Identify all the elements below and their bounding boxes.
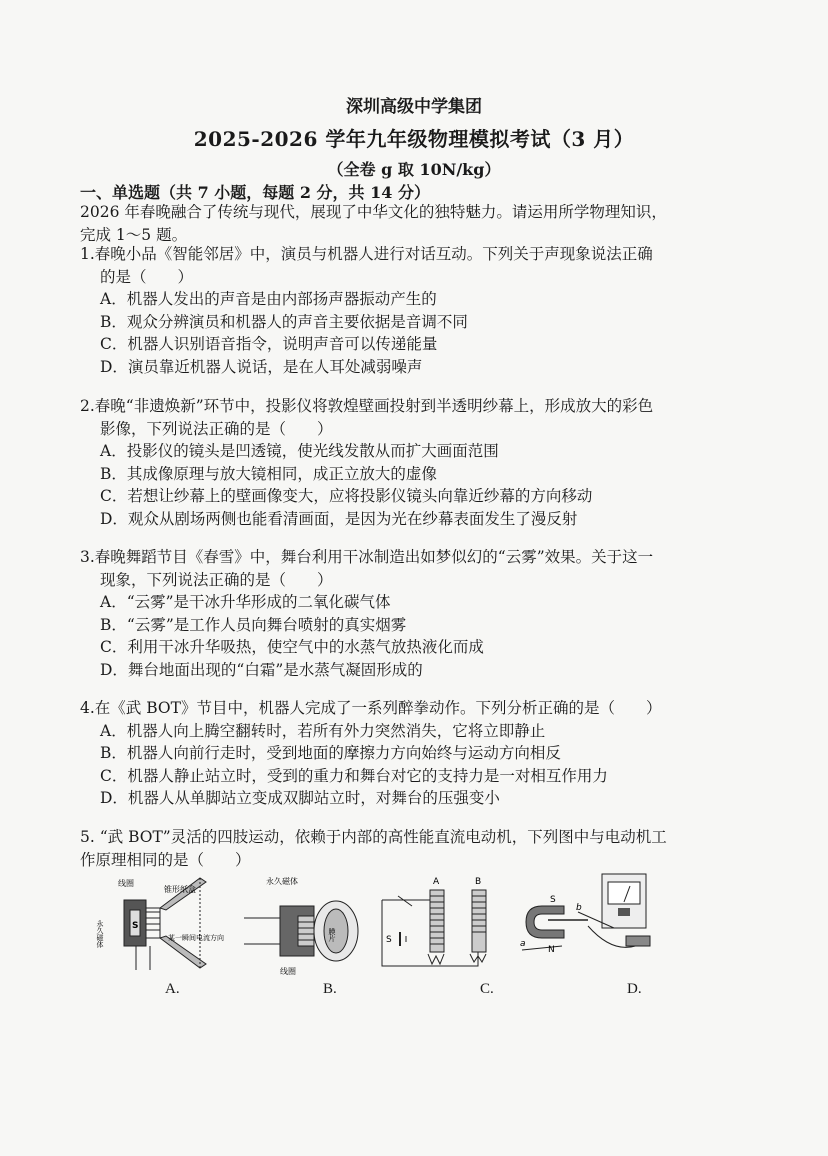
- option-c: C．机器人识别语音指令，说明声音可以传递能量: [100, 335, 438, 353]
- fig-a-coil-label: 线圈: [118, 879, 134, 888]
- option-a: A．“云雾”是干冰升华形成的二氧化碳气体: [100, 593, 391, 611]
- option-a: A．投影仪的镜头是凹透镜，使光线发散从而扩大画面范围: [100, 442, 499, 460]
- figure-row: [96, 870, 680, 1010]
- fig-c-switch-label: S: [386, 935, 392, 945]
- option-d: D．机器人从单脚站立变成双脚站立时，对舞台的压强变小: [100, 789, 500, 807]
- question-stem: 2.春晚“非遗焕新”环节中，投影仪将敦煌壁画投射到半透明纱幕上，形成放大的彩色: [80, 397, 654, 415]
- section-intro: [80, 201, 720, 247]
- option-b: B．其成像原理与放大镜相同，成正立放大的虚像: [100, 464, 437, 483]
- question-4: [80, 697, 720, 810]
- intro-line: 2026 年春晚融合了传统与现代，展现了中华文化的独特魅力。请运用所学物理知识，: [80, 203, 667, 221]
- figure-b-label: B.: [323, 981, 337, 997]
- question-5: [80, 826, 720, 871]
- fig-a-current-label: 某一瞬间电流方向: [168, 934, 224, 942]
- fig-b-coil-label: 线圈: [280, 967, 296, 976]
- svg-text:S: S: [132, 921, 139, 931]
- fig-b-film-label: 膜片: [328, 928, 336, 942]
- fig-d-s-label: S: [550, 895, 556, 905]
- question-3: [80, 546, 720, 681]
- option-b: B．“云雾”是工作人员向舞台喷射的真实烟雾: [100, 615, 407, 634]
- question-stem: 1.春晚小品《智能邻居》中，演员与机器人进行对话互动。下列关于声现象说法正确: [80, 245, 653, 263]
- figure-a-label: A.: [165, 981, 180, 997]
- option-a: A．机器人发出的声音是由内部扬声器振动产生的: [100, 290, 437, 308]
- option-c: C．机器人静止站立时，受到的重力和舞台对它的支持力是一对相互作用力: [100, 766, 608, 785]
- figure-d-label: D.: [627, 981, 642, 997]
- figure-b-microphone-diagram: [240, 870, 365, 980]
- option-b: B．机器人向前行走时，受到地面的摩擦力方向始终与运动方向相反: [100, 744, 561, 762]
- fig-d-a-label: a: [520, 939, 526, 949]
- option-d: D．观众从剧场两侧也能看清画面，是因为光在纱幕表面发生了漫反射: [100, 509, 578, 528]
- figure-d-galvanometer-diagram: [518, 870, 678, 980]
- figure-c-label: C.: [480, 981, 494, 997]
- option-a: A．机器人向上腾空翻转时，若所有外力突然消失，它将立即静止: [100, 721, 546, 740]
- question-2: [80, 395, 720, 530]
- section-heading: 一、单选题（共 7 小题，每题 2 分，共 14 分）: [80, 183, 430, 202]
- question-stem-cont: 作原理相同的是（ ）: [80, 850, 251, 869]
- fig-a-cone-label: 锥形纸盒: [164, 885, 196, 894]
- question-stem: 3.春晚舞蹈节目《春雪》中，舞台利用干冰制造出如梦似幻的“云雾”效果。关于这一: [80, 548, 654, 566]
- fig-c-b-label: B: [475, 877, 482, 887]
- fig-d-b-label: b: [576, 903, 582, 913]
- question-stem: 5. “武 BOT”灵活的四肢运动，依赖于内部的高性能直流电动机，下列图中与电动机工: [80, 828, 667, 846]
- school-name: 深圳高级中学集团: [346, 97, 482, 117]
- question-stem: 4.在《武 BOT》节目中，机器人完成了一系列醉拳动作。下列分析正确的是（ ）: [80, 699, 662, 717]
- option-c: C．利用干冰升华吸热，使空气中的水蒸气放热液化而成: [100, 638, 484, 656]
- question-stem-cont: 现象，下列说法正确的是（ ）: [100, 570, 333, 589]
- exam-note: （全卷 g 取 10N/kg）: [327, 160, 501, 179]
- question-stem-cont: 影像，下列说法正确的是（ ）: [100, 419, 333, 438]
- option-d: D．演员靠近机器人说话，是在人耳处减弱噪声: [100, 357, 423, 376]
- question-stem-cont: 的是（ ）: [100, 267, 194, 286]
- fig-b-magnet-label: 永久磁体: [266, 877, 298, 886]
- fig-c-a-label: A: [433, 877, 440, 887]
- option-b: B．观众分辨演员和机器人的声音主要依据是音调不同: [100, 312, 468, 331]
- option-d: D．舞台地面出现的“白霜”是水蒸气凝固形成的: [100, 660, 423, 679]
- figure-a-loudspeaker-diagram: [96, 870, 225, 980]
- option-c: C．若想让纱幕上的壁画像变大，应将投影仪镜头向靠近纱幕的方向移动: [100, 487, 593, 505]
- question-1: [80, 243, 720, 378]
- figure-c-electromagnet-diagram: [378, 870, 508, 980]
- exam-title: 2025-2026 学年九年级物理模拟考试（3 月）: [193, 127, 635, 151]
- fig-a-magnet-label: 永久磁体: [96, 920, 104, 948]
- intro-line: 完成 1～5 题。: [80, 226, 188, 244]
- fig-d-n-label: N: [548, 945, 555, 955]
